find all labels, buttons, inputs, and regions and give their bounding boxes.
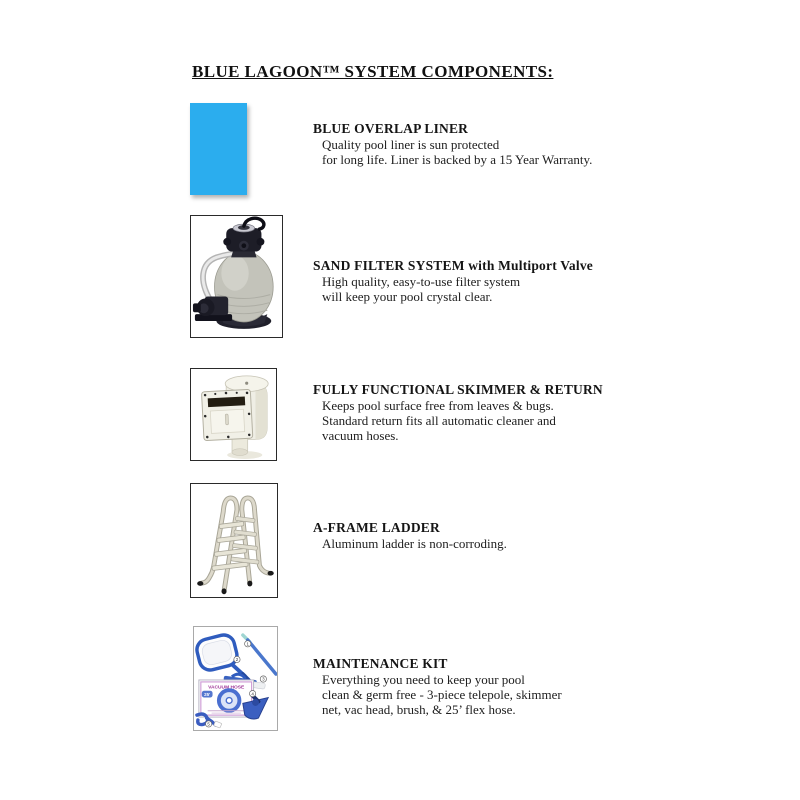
kit-marker-5: 5 — [207, 721, 210, 727]
component-heading-skimmer: FULLY FUNCTIONAL SKIMMER & RETURN — [313, 382, 603, 397]
component-ladder-text — [313, 520, 643, 551]
component-heading-kit: MAINTENANCE KIT — [313, 656, 448, 671]
sand-filter-image — [190, 215, 283, 338]
maintenance-kit-image — [193, 626, 278, 731]
component-description-line: Quality pool liner is sun protected — [322, 137, 500, 152]
kit-marker-3: 3 — [262, 676, 265, 682]
skimmer-illustration — [191, 369, 276, 460]
sand-filter-illustration — [191, 216, 282, 337]
component-description-line: High quality, easy-to-use filter system — [322, 274, 521, 289]
component-description-line: Standard return fits all automatic cleaner and — [322, 413, 556, 428]
component-description-line: Aluminum ladder is non-corroding. — [322, 536, 507, 551]
component-skimmer-text — [313, 382, 643, 443]
kit-marker-2: 2 — [235, 657, 239, 663]
component-description-line: clean & germ free - 3-piece telepole, skimmer — [322, 687, 562, 702]
ladder-illustration — [191, 484, 277, 597]
vacuum-hose-box-title: VACUUM HOSE — [208, 685, 245, 691]
component-description-line: vacuum hoses. — [322, 428, 399, 443]
component-description-line: Keeps pool surface free from leaves & bugs. — [322, 398, 554, 413]
vacuum-hose-box-size: 25' — [204, 691, 211, 697]
component-kit-text — [313, 656, 643, 717]
component-description-line: for long life. Liner is backed by a 15 Year Warranty. — [322, 152, 593, 167]
component-heading-filter: SAND FILTER SYSTEM with Multiport Valve — [313, 258, 593, 273]
page-title: BLUE LAGOON™ SYSTEM COMPONENTS: — [192, 62, 554, 81]
component-heading-ladder: A-FRAME LADDER — [313, 520, 440, 535]
component-description-line: will keep your pool crystal clear. — [322, 289, 493, 304]
kit-marker-1: 1 — [246, 641, 249, 647]
component-heading-liner: BLUE OVERLAP LINER — [313, 121, 469, 136]
component-description-line: net, vac head, brush, & 25’ flex hose. — [322, 702, 516, 717]
component-liner-text — [313, 121, 643, 167]
component-filter-text — [313, 258, 643, 304]
ladder-image — [190, 483, 278, 598]
kit-marker-4: 4 — [251, 691, 254, 697]
skimmer-image — [190, 368, 277, 461]
maintenance-kit-illustration — [194, 627, 277, 730]
blue-overlap-liner-image — [190, 103, 247, 195]
component-description-line: Everything you need to keep your pool — [322, 672, 525, 687]
